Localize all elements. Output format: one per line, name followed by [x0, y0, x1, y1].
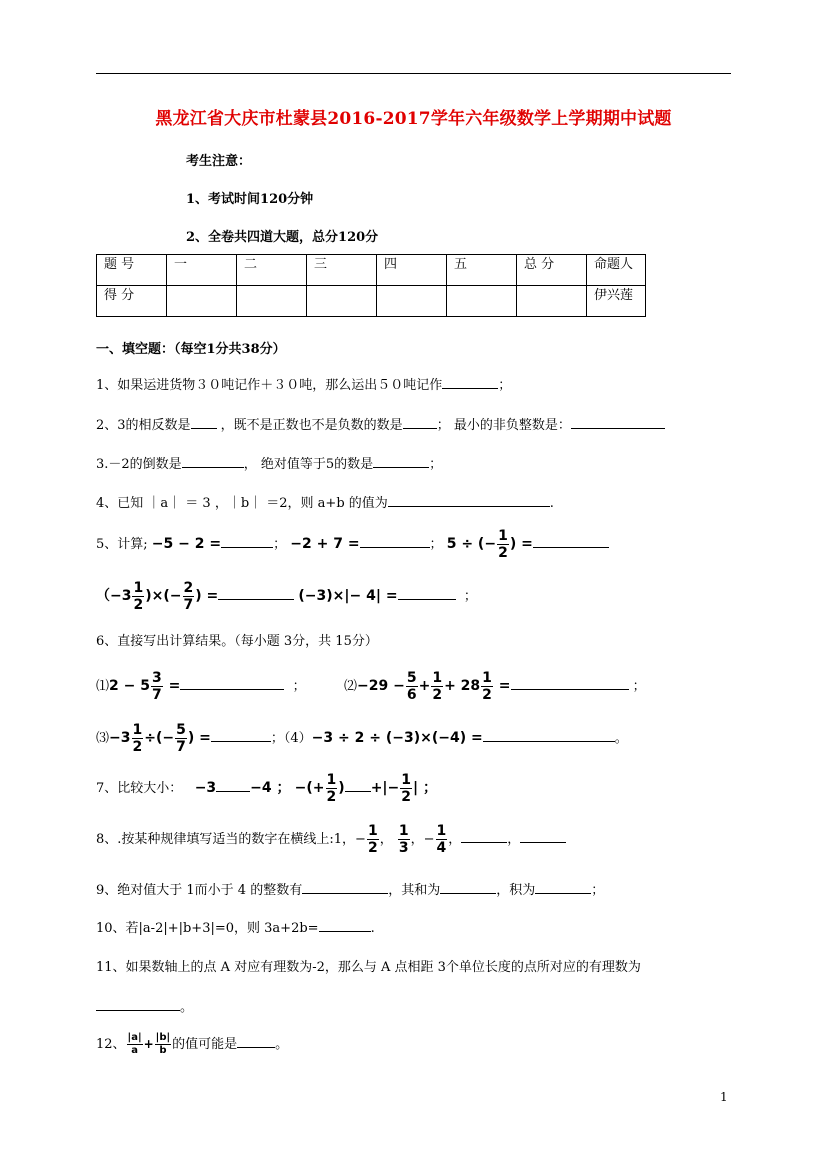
table-cell: 命题人 [587, 255, 646, 286]
answer-blank [302, 881, 388, 894]
fraction: $\frac{1}{2}$ [133, 580, 144, 613]
answer-blank [373, 455, 429, 468]
question-text: 2、3的相反数是 [96, 418, 191, 433]
item-number: ⑶ [96, 731, 110, 746]
table-cell [377, 286, 447, 317]
table-cell: 五 [447, 255, 517, 286]
question-10 [96, 917, 375, 936]
notice-item-1: 1、考试时间120分钟 [186, 192, 314, 207]
answer-blank [440, 881, 496, 894]
fraction: $\frac{5}{7}$ [176, 722, 186, 755]
notice-item-2: 2、全卷共四道大题，总分120分 [186, 230, 379, 245]
table-cell: 二 [237, 255, 307, 286]
punct: ， [379, 832, 393, 847]
question-6-3 [96, 718, 628, 759]
fraction: $\frac{2}{7}$ [183, 580, 194, 613]
punct: ，− [410, 832, 435, 847]
math-expr: + [143, 1037, 154, 1051]
table-cell: 伊兴莲 [587, 286, 646, 317]
fraction: $\frac{1}{2}$ [432, 670, 443, 703]
table-cell [307, 286, 377, 317]
fraction: $\frac{1}{2}$ [326, 772, 337, 805]
answer-blank [388, 494, 550, 507]
math-expr: −3 [109, 730, 131, 746]
answer-blank [221, 535, 273, 548]
math-expr: −5 − 2 = [151, 536, 222, 552]
header-rule [96, 73, 731, 74]
answer-blank [442, 376, 498, 389]
table-cell: 四 [377, 255, 447, 286]
question-text: 9、绝对值大于 1而小于 4 的整数有 [96, 883, 303, 898]
fraction: $\frac{1}{2}$ [132, 722, 143, 755]
question-text: 的值可能是 [172, 1037, 238, 1052]
answer-blank [345, 779, 371, 792]
answer-blank [571, 416, 665, 429]
punct: ， [507, 832, 521, 847]
punct: 。 [180, 1000, 194, 1015]
question-text: 4、已知 ｜a｜ ＝ 3 ，｜b｜ ＝2，则 a+b 的值为 [96, 496, 388, 511]
question-text: 10、若|a-2|+|b+3|=0，则 3a+2b= [96, 921, 319, 936]
punct: ； [498, 378, 512, 393]
table-row [97, 286, 646, 317]
math-expr: ) [338, 780, 345, 796]
math-expr: = [493, 678, 511, 694]
math-expr: 5 ÷ (− [446, 536, 497, 552]
punct: ， [448, 832, 462, 847]
math-expr: | ； [413, 780, 438, 796]
question-8 [96, 820, 566, 860]
question-text: 7、比较大小： [96, 781, 183, 796]
punct: ； [292, 679, 306, 694]
math-expr: −(+ [294, 780, 325, 796]
answer-blank [520, 830, 566, 843]
section-1-heading: 一、填空题：（每空1分共38分） [96, 342, 286, 357]
question-4 [96, 492, 554, 511]
question-5 [96, 524, 609, 565]
table-cell [167, 286, 237, 317]
question-3 [96, 453, 442, 472]
math-expr: + 28 [444, 678, 481, 694]
punct: 。 [275, 1037, 289, 1052]
answer-blank [211, 729, 271, 742]
answer-blank [180, 677, 284, 690]
table-cell: 总 分 [517, 255, 587, 286]
question-text: ，积为 [496, 883, 536, 898]
math-expr: ) = [509, 536, 533, 552]
math-expr: −4 ； [250, 780, 291, 796]
question-text: ；（4） [270, 731, 312, 746]
punct: ； [273, 537, 287, 552]
punct: . [370, 921, 375, 936]
table-row [97, 255, 646, 286]
page-title: 黑龙江省大庆市杜蒙县2016-2017学年六年级数学上学期期中试题 [155, 109, 672, 129]
math-expr: −3 ÷ 2 ÷ (−3)×(−4) = [311, 730, 483, 746]
question-text: ，既不是正数也不是负数的数是 [216, 418, 403, 433]
answer-blank [511, 677, 629, 690]
table-cell: 题 号 [97, 255, 167, 286]
question-5-line-2 [96, 576, 477, 617]
table-cell: 一 [167, 255, 237, 286]
table-cell [517, 286, 587, 317]
fraction: $\frac{5}{6}$ [406, 670, 417, 703]
question-text: 3.－2的倒数是 [96, 457, 182, 472]
question-text: 8、.按某种规律填写适当的数字在横线上:1，− [96, 832, 366, 847]
math-expr: +|− [370, 780, 400, 796]
fraction: $\frac{|b|}{b}$ [155, 1032, 171, 1056]
question-6-1 [96, 666, 306, 707]
math-expr: ) = [195, 588, 219, 604]
notice-heading: 考生注意： [186, 154, 252, 169]
math-expr: 2 − 5 [109, 678, 150, 694]
answer-blank [398, 587, 456, 600]
answer-blank [461, 830, 507, 843]
question-text: ， 绝对值等于5的数是 [243, 457, 374, 472]
table-cell [237, 286, 307, 317]
math-expr: −29 − [357, 678, 405, 694]
question-12 [96, 1026, 288, 1063]
punct: . [549, 496, 554, 511]
math-expr: ÷ [144, 730, 156, 746]
math-expr: (− [155, 730, 175, 746]
answer-blank [191, 416, 217, 429]
math-expr: −3 [194, 780, 217, 796]
fraction: $\frac{3}{7}$ [151, 670, 162, 703]
fraction: $\frac{|a|}{a}$ [127, 1032, 142, 1056]
question-9 [96, 879, 604, 898]
fraction: $\frac{1}{2}$ [367, 823, 378, 856]
answer-blank [403, 416, 437, 429]
math-expr: )×(− [145, 588, 182, 604]
table-cell: 三 [307, 255, 377, 286]
punct: ； [429, 457, 443, 472]
math-expr: （−3 [96, 588, 132, 604]
math-expr: = [163, 678, 181, 694]
question-7 [96, 768, 437, 809]
answer-blank [483, 729, 615, 742]
answer-blank [360, 535, 430, 548]
punct: ； [463, 589, 477, 604]
question-11-answer-line [96, 996, 193, 1015]
item-number: ⑵ [344, 679, 358, 694]
question-text: 1、如果运进货物３０吨记作＋３０吨，那么运出５０吨记作 [96, 378, 443, 393]
table-cell [447, 286, 517, 317]
fraction: $\frac{1}{3}$ [398, 823, 409, 856]
score-table [96, 254, 646, 317]
question-6-2 [344, 666, 646, 707]
table-cell: 得 分 [97, 286, 167, 317]
answer-blank [218, 587, 294, 600]
question-text: ，其和为 [388, 883, 441, 898]
question-text: 5、计算; [96, 537, 148, 552]
punct: ； [591, 883, 605, 898]
punct: ； [632, 679, 646, 694]
fraction: $\frac{1}{2}$ [498, 528, 508, 561]
answer-blank [535, 881, 591, 894]
question-2 [96, 414, 665, 433]
math-expr: ) = [187, 730, 211, 746]
answer-blank [319, 919, 371, 932]
math-expr: + [418, 678, 431, 694]
question-11: 11、如果数轴上的点 A 对应有理数为-2，那么与 A 点相距 3个单位长度的点所对应的有理数为 [96, 960, 641, 975]
question-1 [96, 374, 511, 393]
answer-blank [533, 535, 609, 548]
question-text: ； 最小的非负整数是： [436, 418, 571, 433]
fraction: $\frac{1}{2}$ [482, 670, 492, 703]
math-expr: (−3)×|− 4| = [298, 588, 398, 604]
answer-blank [182, 455, 244, 468]
punct: 。 [614, 731, 628, 746]
answer-blank [216, 779, 250, 792]
question-text: 12、 [96, 1037, 126, 1052]
fraction: $\frac{1}{4}$ [436, 823, 447, 856]
page-number: 1 [720, 1090, 728, 1104]
answer-blank [96, 998, 180, 1011]
answer-blank [237, 1035, 275, 1048]
math-expr: −2 + 7 = [290, 536, 360, 552]
punct: ； [429, 537, 443, 552]
fraction: $\frac{1}{2}$ [401, 772, 412, 805]
item-number: ⑴ [96, 679, 110, 694]
question-6: 6、直接写出计算结果。（每小题 3分，共 15分） [96, 634, 378, 649]
